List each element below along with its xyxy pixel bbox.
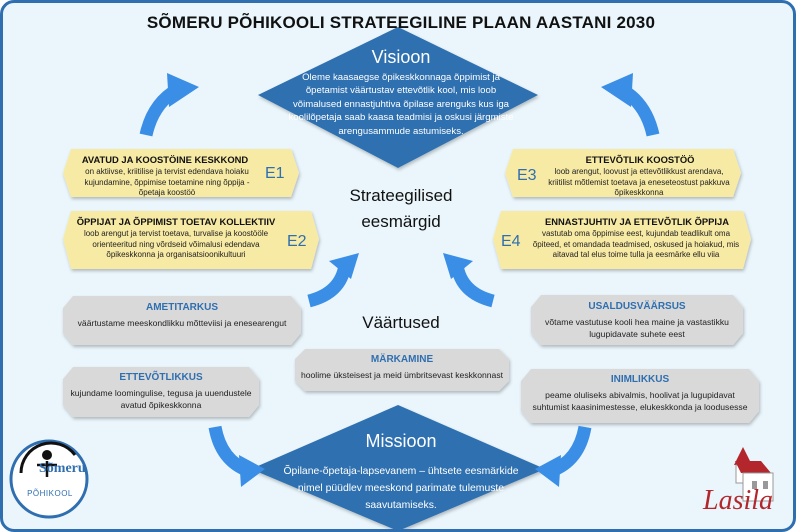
value-ametitarkus-text: väärtustame meeskondlikku mõtteviisi ja enesearengut [77, 318, 287, 328]
value-usaldusvaarsus-text: võtame vastutuse kooli hea maine ja vastastikku lugupidavate suhete eest [545, 317, 729, 339]
goal-e3-id: E3 [517, 167, 537, 184]
mission-heading: Missioon [365, 431, 437, 451]
goal-e2-id: E2 [287, 233, 307, 250]
value-ametitarkus-title: AMETITARKUS [145, 302, 219, 313]
goal-e4-id: E4 [501, 233, 521, 250]
arrowhead-bottom-left-icon [239, 455, 265, 487]
mission-text: Õpilane-õpetaja-lapsevanem – ühtsete eesmärkide nimel püüdlev meeskond parimate tulemuste saavutamiseks. [283, 466, 519, 511]
arrowhead-up-left-icon [167, 73, 199, 107]
value-markamine-text: hoolime üksteisest ja meid ümbritsevast keskkonnast [300, 370, 504, 380]
arrowhead-bottom-right-icon [535, 455, 561, 487]
goal-e3-title: ETTEVÕTLIK KOOSTÖÖ [585, 154, 695, 165]
value-markamine-title: MÄRKAMINE [370, 354, 434, 365]
value-inimlikkus-title: INIMLIKKUS [610, 374, 670, 385]
vision-text: Oleme kaasaegse õpikeskkonnaga õppimist ja õpetamist väärtustav ettevõtlik kool, mis loob võimalused ennastjuhtiva õpilase arenguks kus iga koolilõpetaja saab kaasa teadmisi ja oskusi järgmiste arengusammude astumiseks. [288, 72, 514, 137]
goal-e1-text: on aktiivse, kriitilise ja tervist edendava hoiaku kujundamine, õppimise toetamine ning õppija - õpetaja koostöö [84, 167, 250, 198]
goal-e1-title: AVATUD JA KOOSTÖINE KESKKOND [81, 154, 249, 165]
page-title: SÕMERU PÕHIKOOLI STRATEEGILINE PLAAN AASTANI 2030 [146, 13, 656, 32]
goal-e4-title: ENNASTJUHTIV JA ETTEVÕTLIK ÕPPIJA [544, 216, 730, 227]
goal-e2-text: loob arengut ja tervist toetava, turvalise ja koostööle orienteeritud ning võrdseid võimalusi edendava õpikeskkonna ja organisatsioonikultuuri [83, 229, 269, 260]
goal-e4-text: vastutab oma õppimise eest, kujundab teadlikult oma õpiteed, et omandada teadmised, oskused ja hoiakud, mis aitavad tal elus toime tulla ja eesmärke ellu viia [532, 229, 740, 260]
arrow-center-right-icon [457, 265, 493, 301]
value-ettevotlikkus-text: kujundame loomingulise, tegusa ja uuendustele avatud õpikeskkonna [70, 388, 252, 410]
someru-logo-subtitle: PÕHIKOOL [27, 489, 73, 498]
goal-e2-title: ÕPPIJAT JA ÕPPIMIST TOETAV KOLLEKTIIV [76, 216, 276, 227]
lasila-logo-name: Lasila [703, 485, 774, 516]
values-label: Väärtused [362, 313, 440, 332]
goal-e3-text: loob arengut, loovust ja ettevõtlikkust arendava, kriitilist mõtlemist toetava ja eneseteostust pakkuva õpikeskkonna [548, 167, 730, 198]
arrowhead-up-right-icon [601, 73, 633, 107]
value-usaldusvaarsus-title: USALDUSVÄÄRSUS [588, 301, 686, 312]
arrow-center-left-icon [309, 265, 345, 301]
vision-heading: Visioon [371, 47, 431, 67]
someru-logo-name: Sõmeru [39, 461, 86, 476]
goal-e1-id: E1 [265, 165, 285, 182]
value-inimlikkus-text: peame oluliseks abivalmis, hoolivat ja lugupidavat suhtumist kaasinimestesse, elukeskkonda ja loodusesse [532, 390, 748, 412]
value-ettevotlikkus-title: ETTEVÕTLIKKUS [119, 372, 203, 383]
someru-logo [11, 441, 87, 517]
strategic-goals-label: Strateegilised eesmärgid [349, 186, 453, 231]
